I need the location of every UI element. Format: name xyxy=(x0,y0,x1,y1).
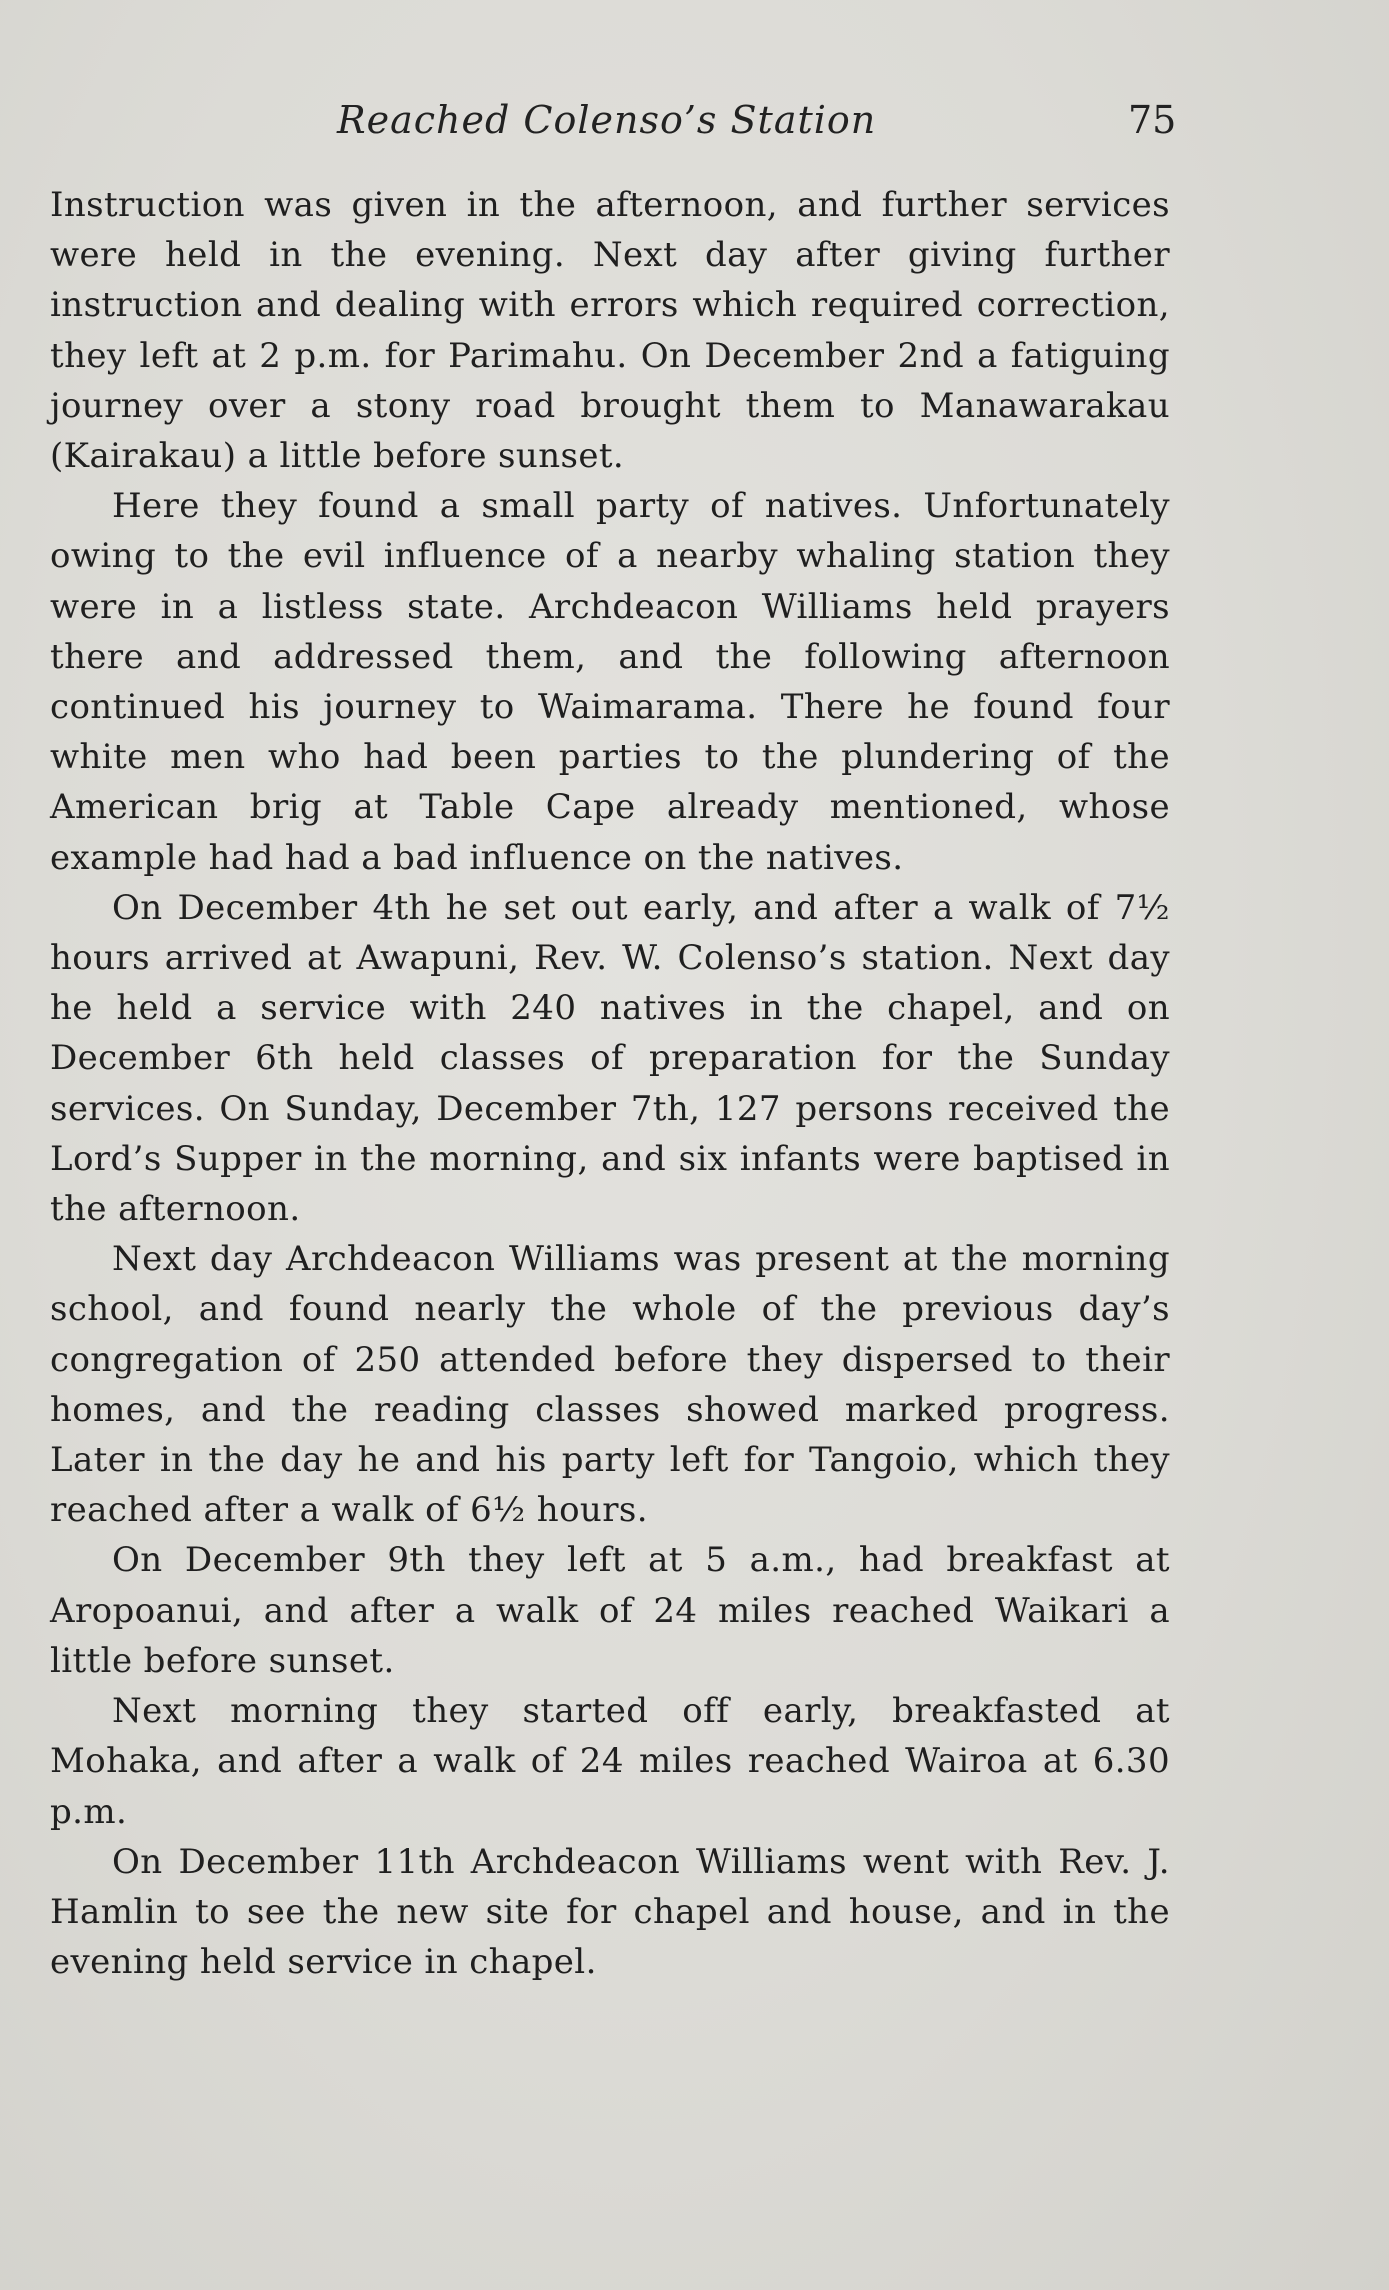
page-header xyxy=(0,98,1389,158)
paragraph-7: On December 11th Archdeacon Williams went with Rev. J. Hamlin to see the new site for chapel and house, and in the evening held service in chapel. xyxy=(50,1841,1170,1983)
paragraph-1: Instruction was given in the afternoon, and further services were held in the evening. Next day after giving further instruction and dealing with errors which required correction, they left at 2 p.m. for Parimahu. On December 2nd a fatiguing journey over a stony road brought them to Manawarakau (Kairakau) a little before sunset. xyxy=(50,185,1170,477)
paragraph-2: Here they found a small party of natives. Unfortunately owing to the evil influence of a nearby whaling station they were in a listless state. Archdeacon Williams held prayers there and addressed them, and the following afternoon continued his journey to Waimarama. There he found four white men who had been parties to the plundering of the American brig at Table Cape already mentioned, whose example had had a bad influence on the natives. xyxy=(50,486,1170,878)
paragraph-5: On December 9th they left at 5 a.m., had breakfast at Aropoanui, and after a walk of 24 miles reached Waikari a little before sunset. xyxy=(50,1540,1170,1681)
paragraph-6: Next morning they started off early, breakfasted at Mohaka, and after a walk of 24 miles reached Wairoa at 6.30 p.m. xyxy=(50,1691,1170,1832)
paragraph-4: Next day Archdeacon Williams was present at the morning school, and found nearly the whole of the previous day’s congregation of 250 attended before they dispersed to their homes, and the reading classes showed marked progress. Later in the day he and his party left for Tangoio, which they reached after a walk of 6½ hours. xyxy=(50,1239,1170,1531)
body-text xyxy=(50,180,1170,1987)
page-number: 75 xyxy=(1128,98,1177,142)
paragraph-3: On December 4th he set out early, and after a walk of 7½ hours arrived at Awapuni, Rev. W. Colenso’s station. Next day he held a service with 240 natives in the chapel, and on December 6th held classes of preparation for the Sunday services. On Sunday, December 7th, 127 persons received the Lord’s Supper in the morning, and six infants were baptised in the afternoon. xyxy=(50,887,1170,1230)
running-head: Reached Colenso’s Station xyxy=(337,98,877,142)
